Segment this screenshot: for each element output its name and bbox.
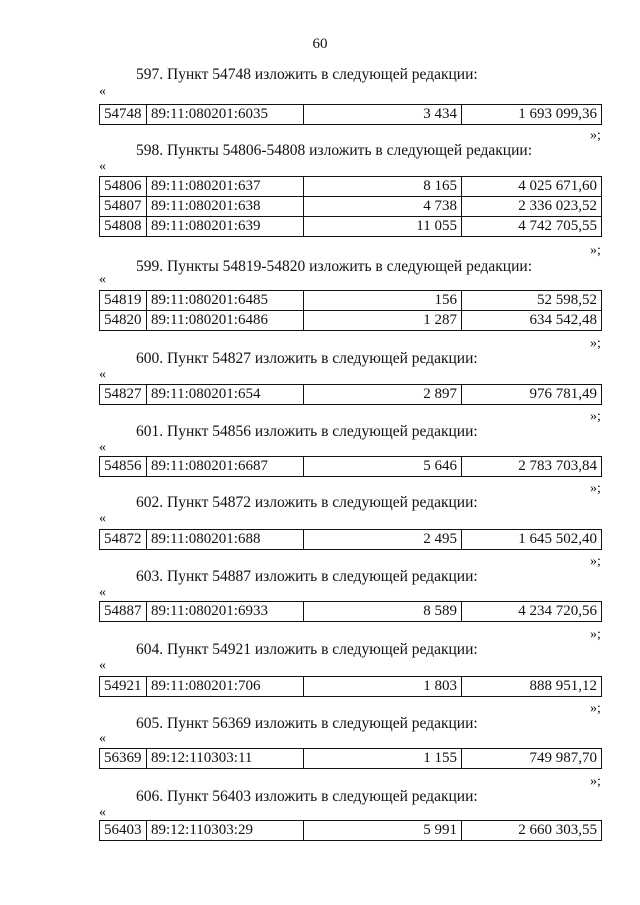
close-quote: »; [590,481,601,496]
cadastral-number: 89:11:080201:706 [147,677,304,697]
section-heading: 603. Пункт 54887 изложить в следующей редакции: [136,568,478,585]
data-table [99,676,602,697]
item-number: 54808 [100,217,147,237]
close-quote: »; [590,243,601,258]
section-heading: 601. Пункт 54856 изложить в следующей редакции: [136,423,478,440]
item-number: 54827 [100,385,147,405]
cost-value: 976 781,49 [462,385,602,405]
cost-value: 2 783 703,84 [462,457,602,477]
item-number: 54807 [100,197,147,217]
open-quote: « [99,731,106,746]
cost-value: 1 645 502,40 [462,530,602,550]
item-number: 54856 [100,457,147,477]
data-table [99,820,602,841]
cost-value: 2 660 303,55 [462,821,602,841]
close-quote: »; [590,409,601,424]
close-quote: »; [590,554,601,569]
page-number: 60 [312,36,328,52]
data-table [99,456,602,477]
cost-value: 888 951,12 [462,677,602,697]
table-row [100,530,602,550]
open-quote: « [99,84,106,99]
cost-value: 4 742 705,55 [462,217,602,237]
data-table [99,176,602,237]
item-number: 54921 [100,677,147,697]
data-table [99,748,602,769]
open-quote: « [99,658,106,673]
section-heading: 602. Пункт 54872 изложить в следующей редакции: [136,494,478,511]
cadastral-number: 89:11:080201:638 [147,197,304,217]
area-value: 2 897 [304,385,462,405]
area-value: 11 055 [304,217,462,237]
data-table [99,290,602,331]
open-quote: « [99,585,106,600]
section-heading: 606. Пункт 56403 изложить в следующей редакции: [136,788,478,805]
section-heading: 605. Пункт 56369 изложить в следующей редакции: [136,715,478,732]
section-heading: 600. Пункт 54827 изложить в следующей редакции: [136,350,478,367]
item-number: 56403 [100,821,147,841]
section-heading: 599. Пункты 54819-54820 изложить в следующей редакции: [136,258,532,275]
table-row [100,177,602,197]
item-number: 54872 [100,530,147,550]
cadastral-number: 89:11:080201:6687 [147,457,304,477]
cost-value: 4 234 720,56 [462,602,602,622]
section-heading: 604. Пункт 54921 изложить в следующей редакции: [136,641,478,658]
cadastral-number: 89:12:110303:29 [147,821,304,841]
close-quote: »; [590,774,601,789]
item-number: 54820 [100,311,147,331]
cost-value: 2 336 023,52 [462,197,602,217]
area-value: 1 803 [304,677,462,697]
close-quote: »; [590,627,601,642]
table-row [100,291,602,311]
table-row [100,385,602,405]
section-heading: 598. Пункты 54806-54808 изложить в следующей редакции: [136,142,532,159]
cadastral-number: 89:11:080201:6485 [147,291,304,311]
cadastral-number: 89:11:080201:654 [147,385,304,405]
close-quote: »; [590,701,601,716]
area-value: 1 287 [304,311,462,331]
cost-value: 749 987,70 [462,749,602,769]
table-row [100,311,602,331]
open-quote: « [99,159,106,174]
table-row [100,217,602,237]
table-row [100,821,602,841]
table-row [100,457,602,477]
close-quote: »; [590,336,601,351]
cadastral-number: 89:11:080201:688 [147,530,304,550]
data-table [99,601,602,622]
open-quote: « [99,440,106,455]
area-value: 1 155 [304,749,462,769]
open-quote: « [99,805,106,820]
open-quote: « [99,272,106,287]
table-row [100,749,602,769]
section-heading: 597. Пункт 54748 изложить в следующей редакции: [136,66,478,83]
table-row [100,197,602,217]
item-number: 54819 [100,291,147,311]
open-quote: « [99,511,106,526]
table-row [100,602,602,622]
close-quote: »; [590,128,601,143]
cost-value: 4 025 671,60 [462,177,602,197]
table-row [100,105,602,125]
item-number: 54806 [100,177,147,197]
open-quote: « [99,367,106,382]
area-value: 2 495 [304,530,462,550]
area-value: 8 589 [304,602,462,622]
area-value: 5 991 [304,821,462,841]
cost-value: 634 542,48 [462,311,602,331]
item-number: 56369 [100,749,147,769]
area-value: 8 165 [304,177,462,197]
area-value: 4 738 [304,197,462,217]
cadastral-number: 89:11:080201:639 [147,217,304,237]
item-number: 54748 [100,105,147,125]
cadastral-number: 89:11:080201:6035 [147,105,304,125]
cost-value: 1 693 099,36 [462,105,602,125]
cadastral-number: 89:12:110303:11 [147,749,304,769]
data-table [99,529,602,550]
cadastral-number: 89:11:080201:6486 [147,311,304,331]
area-value: 156 [304,291,462,311]
data-table [99,104,602,125]
area-value: 5 646 [304,457,462,477]
area-value: 3 434 [304,105,462,125]
item-number: 54887 [100,602,147,622]
cadastral-number: 89:11:080201:637 [147,177,304,197]
table-row [100,677,602,697]
cadastral-number: 89:11:080201:6933 [147,602,304,622]
cost-value: 52 598,52 [462,291,602,311]
data-table [99,384,602,405]
